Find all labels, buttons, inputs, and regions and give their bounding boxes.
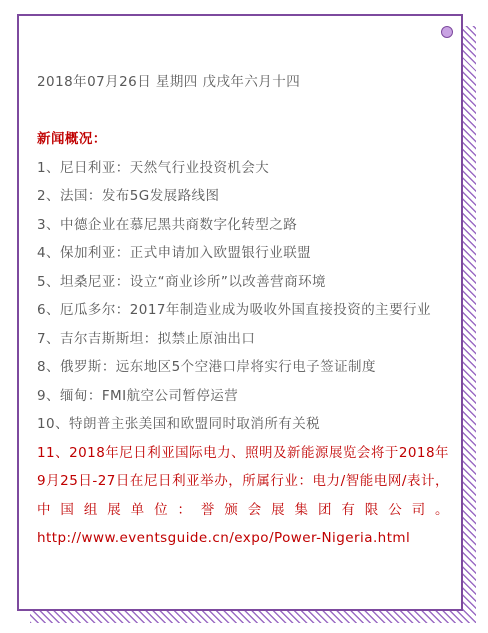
news-item-10: 10、特朗普主张美国和欧盟同时取消所有关税	[37, 416, 321, 432]
news-item-9: 9、缅甸：FMI航空公司暂停运营	[37, 387, 239, 404]
news-section-title: 新闻概况：	[37, 131, 107, 147]
news-item-4: 4、保加利亚：正式申请加入欧盟银行业联盟	[37, 245, 312, 261]
news-item-5: 5、坦桑尼亚：设立“商业诊所”以改善营商环境	[37, 273, 326, 290]
news-item-3: 3、中德企业在慕尼黑共商数字化转型之路	[37, 216, 298, 233]
news-card	[17, 14, 463, 611]
news-item-1: 1、尼日利亚：天然气行业投资机会大	[37, 159, 270, 176]
news-item-8: 8、俄罗斯：远东地区5个空港口岸将实行电子签证制度	[37, 359, 376, 375]
news-item-6: 6、厄瓜多尔：2017年制造业成为吸收外国直接投资的主要行业	[37, 302, 431, 318]
date-line: 2018年07月26日 星期四 戊戌年六月十四	[37, 74, 301, 90]
card-content	[37, 68, 449, 553]
news-item-7: 7、吉尔吉斯斯坦：拟禁止原油出口	[37, 330, 256, 347]
corner-dot-icon	[441, 26, 453, 38]
news-item-11: 11、2018年尼日利亚国际电力、照明及新能源展览会将于2018年9月25日-27日在尼日利亚举办，所属行业：电力/智能电网/表计，中国组展单位：誉颁会展集团有限公司。 http://www.eventsguide.cn/expo/Power-Nigeria.html	[37, 444, 449, 546]
news-item-2: 2、法国：发布5G发展路线图	[37, 188, 220, 204]
